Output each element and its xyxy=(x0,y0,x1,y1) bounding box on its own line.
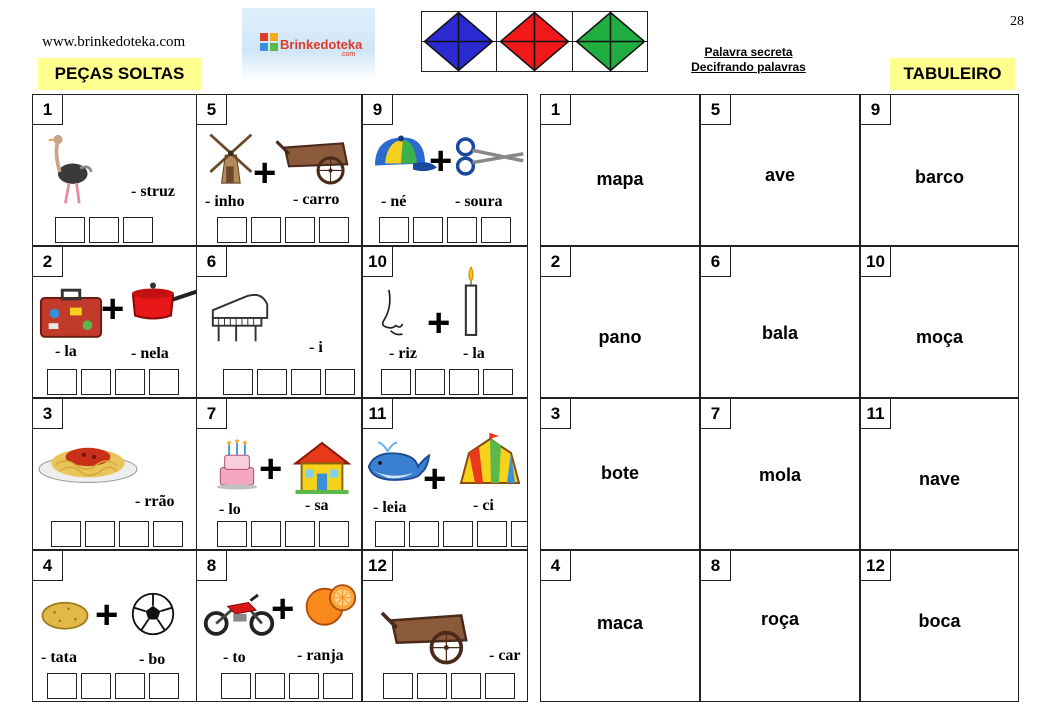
board-number: 6 xyxy=(701,247,731,277)
piece-number: 4 xyxy=(33,551,63,581)
logo-sub: .com xyxy=(340,51,356,58)
color-diamond-strip xyxy=(421,11,648,72)
piece-card xyxy=(362,94,528,246)
plus-sign: + xyxy=(253,151,277,195)
board-card xyxy=(540,550,700,702)
piece-number: 12 xyxy=(363,551,393,581)
piece-number: 2 xyxy=(33,247,63,277)
plus-sign: + xyxy=(271,587,295,631)
motorcycle-icon xyxy=(201,589,277,637)
answer-letter-box[interactable] xyxy=(485,673,515,699)
piece-picture xyxy=(37,285,105,341)
answer-letter-box[interactable] xyxy=(481,217,511,243)
answer-boxes xyxy=(47,369,179,395)
ostrich-icon xyxy=(45,133,95,207)
board-number: 5 xyxy=(701,95,731,125)
answer-letter-box[interactable] xyxy=(381,369,411,395)
answer-letter-box[interactable] xyxy=(85,521,115,547)
answer-boxes xyxy=(217,521,349,547)
answer-letter-box[interactable] xyxy=(223,369,253,395)
answer-letter-box[interactable] xyxy=(409,521,439,547)
answer-letter-box[interactable] xyxy=(375,521,405,547)
subtitle-secret-word: Palavra secreta xyxy=(704,45,793,59)
board-word: roça xyxy=(760,609,800,629)
piece-card xyxy=(196,246,362,398)
answer-boxes xyxy=(223,369,355,395)
nose-icon xyxy=(377,281,411,343)
page-number: 28 xyxy=(1010,14,1024,29)
syllable-label: - bo xyxy=(139,651,166,668)
piece-number: 5 xyxy=(197,95,227,125)
answer-letter-box[interactable] xyxy=(447,217,477,243)
piece-picture xyxy=(201,589,277,637)
answer-letter-box[interactable] xyxy=(115,673,145,699)
board-word: ave xyxy=(764,165,796,185)
syllable-label: - to xyxy=(223,649,246,666)
cart-icon xyxy=(377,603,481,665)
orange-icon xyxy=(303,581,357,627)
piece-picture xyxy=(377,603,481,665)
piece-number: 11 xyxy=(363,399,393,429)
syllable-label: - car xyxy=(489,647,521,664)
answer-letter-box[interactable] xyxy=(251,217,281,243)
board-number: 9 xyxy=(861,95,891,125)
answer-letter-box[interactable] xyxy=(511,521,528,547)
board-word: nave xyxy=(918,469,961,489)
board-card xyxy=(700,398,860,550)
cart-icon xyxy=(273,133,359,185)
answer-boxes xyxy=(379,217,511,243)
answer-boxes xyxy=(51,521,183,547)
house-icon xyxy=(291,439,353,495)
piece-number: 8 xyxy=(197,551,227,581)
piece-picture xyxy=(377,281,411,343)
plus-sign: + xyxy=(427,301,451,345)
piece-picture xyxy=(215,435,259,493)
board-word: moça xyxy=(915,327,964,347)
piece-picture xyxy=(37,433,139,487)
syllable-label: - i xyxy=(309,339,323,356)
answer-letter-box[interactable] xyxy=(47,369,77,395)
board-word: mapa xyxy=(596,169,644,189)
board-word: boca xyxy=(918,611,961,631)
board-card xyxy=(540,246,700,398)
whale-icon xyxy=(365,437,431,487)
piece-picture xyxy=(367,133,437,179)
board-number: 1 xyxy=(541,95,571,125)
piece-card xyxy=(362,246,528,398)
piece-picture xyxy=(201,127,257,187)
answer-letter-box[interactable] xyxy=(257,369,287,395)
answer-letter-box[interactable] xyxy=(251,521,281,547)
board-card xyxy=(860,246,1019,398)
answer-letter-box[interactable] xyxy=(285,217,315,243)
piece-card xyxy=(32,94,198,246)
piece-card xyxy=(196,94,362,246)
board-number: 3 xyxy=(541,399,571,429)
answer-letter-box[interactable] xyxy=(443,521,473,547)
board-card xyxy=(700,246,860,398)
answer-letter-box[interactable] xyxy=(383,673,413,699)
answer-letter-box[interactable] xyxy=(323,673,353,699)
answer-letter-box[interactable] xyxy=(285,521,315,547)
syllable-label: - leia xyxy=(373,499,407,516)
answer-letter-box[interactable] xyxy=(483,369,513,395)
answer-letter-box[interactable] xyxy=(123,217,153,243)
windmill-icon xyxy=(201,127,257,187)
piece-picture xyxy=(127,277,197,323)
board-number: 10 xyxy=(861,247,891,277)
answer-boxes xyxy=(381,369,513,395)
piece-picture xyxy=(303,581,357,627)
board-word: pano xyxy=(598,327,642,347)
piece-number: 10 xyxy=(363,247,393,277)
answer-letter-box[interactable] xyxy=(153,521,183,547)
piece-card xyxy=(32,550,198,702)
plus-sign: + xyxy=(429,139,453,183)
answer-letter-box[interactable] xyxy=(81,673,111,699)
piece-number: 7 xyxy=(197,399,227,429)
answer-letter-box[interactable] xyxy=(413,217,443,243)
answer-letter-box[interactable] xyxy=(255,673,285,699)
subtitle-deciphering: Decifrando palavras xyxy=(691,60,806,74)
piece-picture xyxy=(291,439,353,495)
scissors-icon xyxy=(455,135,525,177)
syllable-label: - tata xyxy=(41,649,77,666)
piece-picture xyxy=(207,285,275,347)
board-number: 12 xyxy=(861,551,891,581)
answer-letter-box[interactable] xyxy=(477,521,507,547)
board-word: bote xyxy=(601,463,639,483)
board-number: 4 xyxy=(541,551,571,581)
answer-letter-box[interactable] xyxy=(217,217,247,243)
answer-letter-box[interactable] xyxy=(81,369,111,395)
syllable-label: - ci xyxy=(473,497,494,514)
board-card xyxy=(860,550,1019,702)
syllable-label: - né xyxy=(381,193,407,210)
syllable-label: - nela xyxy=(131,345,169,362)
answer-boxes xyxy=(55,217,153,243)
answer-letter-box[interactable] xyxy=(51,521,81,547)
plus-sign: + xyxy=(423,457,447,501)
answer-letter-box[interactable] xyxy=(47,673,77,699)
piece-number: 3 xyxy=(33,399,63,429)
piece-picture xyxy=(129,591,177,637)
piece-card xyxy=(362,398,528,550)
cap-icon xyxy=(367,133,437,179)
answer-letter-box[interactable] xyxy=(119,521,149,547)
board-card xyxy=(700,94,860,246)
board-number: 7 xyxy=(701,399,731,429)
answer-letter-box[interactable] xyxy=(217,521,247,547)
answer-boxes xyxy=(217,217,349,243)
answer-letter-box[interactable] xyxy=(89,217,119,243)
answer-letter-box[interactable] xyxy=(417,673,447,699)
board-number: 2 xyxy=(541,247,571,277)
syllable-label: - soura xyxy=(455,193,503,210)
soccer-ball-icon xyxy=(129,591,177,637)
piece-number: 6 xyxy=(197,247,227,277)
piece-picture xyxy=(39,595,91,633)
piece-number: 1 xyxy=(33,95,63,125)
answer-letter-box[interactable] xyxy=(291,369,321,395)
potato-icon xyxy=(39,595,91,633)
piece-picture xyxy=(459,265,483,337)
brinkedoteka-logo xyxy=(242,8,375,80)
logo-mark-icon xyxy=(260,33,278,51)
piece-picture xyxy=(273,133,359,185)
logo-text: Brinkedoteka xyxy=(280,37,363,52)
board-card xyxy=(540,398,700,550)
answer-letter-box[interactable] xyxy=(149,673,179,699)
answer-letter-box[interactable] xyxy=(415,369,445,395)
answer-letter-box[interactable] xyxy=(221,673,251,699)
syllable-label: - sa xyxy=(305,497,329,514)
circus-tent-icon xyxy=(455,433,525,493)
board-card xyxy=(540,94,700,246)
answer-letter-box[interactable] xyxy=(325,369,355,395)
board-word: barco xyxy=(914,167,965,187)
piece-card xyxy=(32,398,198,550)
plus-sign: + xyxy=(95,593,119,637)
site-url: www.brinkedoteka.com xyxy=(42,34,186,50)
syllable-label: - riz xyxy=(389,345,417,362)
piece-card xyxy=(362,550,528,702)
board-tag: TABULEIRO xyxy=(890,58,1015,90)
answer-boxes xyxy=(221,673,353,699)
answer-boxes xyxy=(383,673,515,699)
board-word: mola xyxy=(758,465,801,485)
syllable-label: - lo xyxy=(219,501,241,518)
spaghetti-icon xyxy=(37,433,139,487)
board-card xyxy=(860,398,1019,550)
answer-letter-box[interactable] xyxy=(451,673,481,699)
candle-icon xyxy=(459,265,483,337)
piece-picture xyxy=(45,133,95,207)
board-number: 11 xyxy=(861,399,891,429)
suitcase-icon xyxy=(37,285,105,341)
answer-boxes xyxy=(375,521,528,547)
answer-letter-box[interactable] xyxy=(319,521,349,547)
answer-letter-box[interactable] xyxy=(449,369,479,395)
syllable-label: - carro xyxy=(293,191,340,208)
answer-letter-box[interactable] xyxy=(379,217,409,243)
syllable-label: - la xyxy=(55,343,77,360)
syllable-label: - ranja xyxy=(297,647,344,664)
syllable-label: - la xyxy=(463,345,485,362)
piece-card xyxy=(196,550,362,702)
board-card xyxy=(700,550,860,702)
board-number: 8 xyxy=(701,551,731,581)
answer-letter-box[interactable] xyxy=(149,369,179,395)
piece-number: 9 xyxy=(363,95,393,125)
piece-picture xyxy=(365,437,431,487)
syllable-label: - struz xyxy=(131,183,175,200)
answer-letter-box[interactable] xyxy=(55,217,85,243)
board-word: maca xyxy=(596,613,644,633)
plus-sign: + xyxy=(259,447,283,491)
answer-boxes xyxy=(47,673,179,699)
syllable-label: - rrão xyxy=(135,493,175,510)
answer-letter-box[interactable] xyxy=(319,217,349,243)
cake-icon xyxy=(215,435,259,493)
plus-sign: + xyxy=(101,287,125,331)
piece-card xyxy=(196,398,362,550)
piece-picture xyxy=(455,433,525,493)
piano-icon xyxy=(207,285,275,347)
secret-word-title xyxy=(676,45,821,75)
pan-icon xyxy=(127,277,197,323)
answer-letter-box[interactable] xyxy=(289,673,319,699)
board-card xyxy=(860,94,1019,246)
loose-pieces-tag: PEÇAS SOLTAS xyxy=(38,58,201,90)
syllable-label: - inho xyxy=(205,193,245,210)
piece-card xyxy=(32,246,198,398)
piece-picture xyxy=(455,135,525,177)
board-word: bala xyxy=(761,323,799,343)
answer-letter-box[interactable] xyxy=(115,369,145,395)
